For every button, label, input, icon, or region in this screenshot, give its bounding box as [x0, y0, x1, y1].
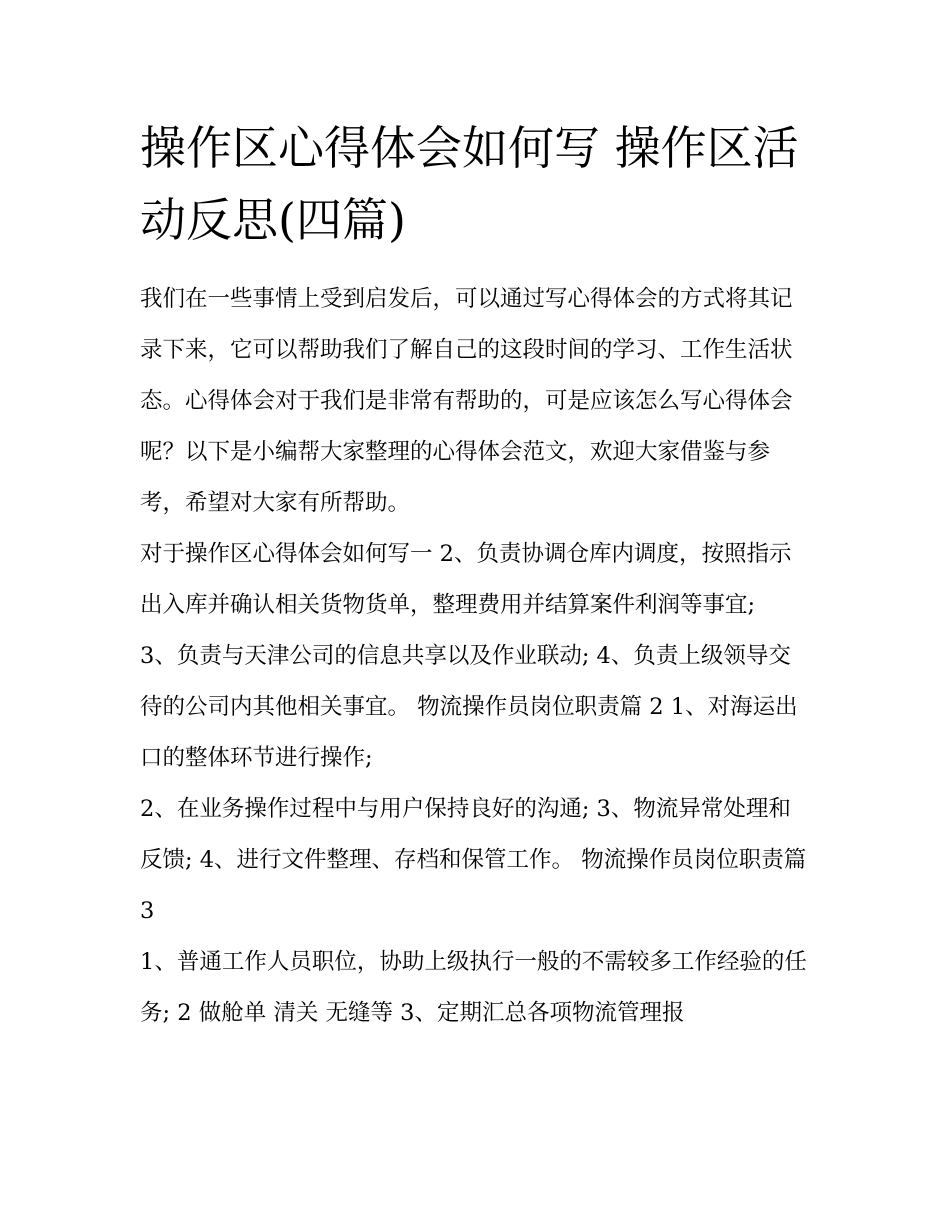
paragraph-intro: 我们在一些事情上受到启发后，可以通过写心得体会的方式将其记录下来，它可以帮助我们了解自己的这段时间的学习、工作生活状态。心得体会对于我们是非常有帮助的，可是应该怎么写心得体会呢？以下是小编帮大家整理的心得体会范文，欢迎大家借鉴与参考，希望对大家有所帮助。 — [140, 286, 793, 516]
paragraph-2: 3、负责与天津公司的信息共享以及作业联动; 4、负责上级领导交待的公司内其他相关事宜。 物流操作员岗位职责篇 2 1、对海运出口的整体环节进行操作; — [140, 643, 798, 771]
document-title: 操作区心得体会如何写 操作区活动反思(四篇) — [140, 121, 799, 247]
paragraph-1: 对于操作区心得体会如何写一 2、负责协调仓库内调度，按照指示出入库并确认相关货物货单，整理费用并结算案件利润等事宜; — [140, 541, 792, 618]
paragraph-4: 1、普通工作人员职位，协助上级执行一般的不需较多工作经验的任务; 2 做舱单 清关 无缝等 3、定期汇总各项物流管理报 — [140, 949, 807, 1026]
document-body — [140, 112, 812, 1039]
paragraph-3: 2、在业务操作过程中与用户保持良好的沟通; 3、物流异常处理和反馈; 4、进行文件整理、存档和保管工作。 物流操作员岗位职责篇 3 — [140, 796, 807, 924]
